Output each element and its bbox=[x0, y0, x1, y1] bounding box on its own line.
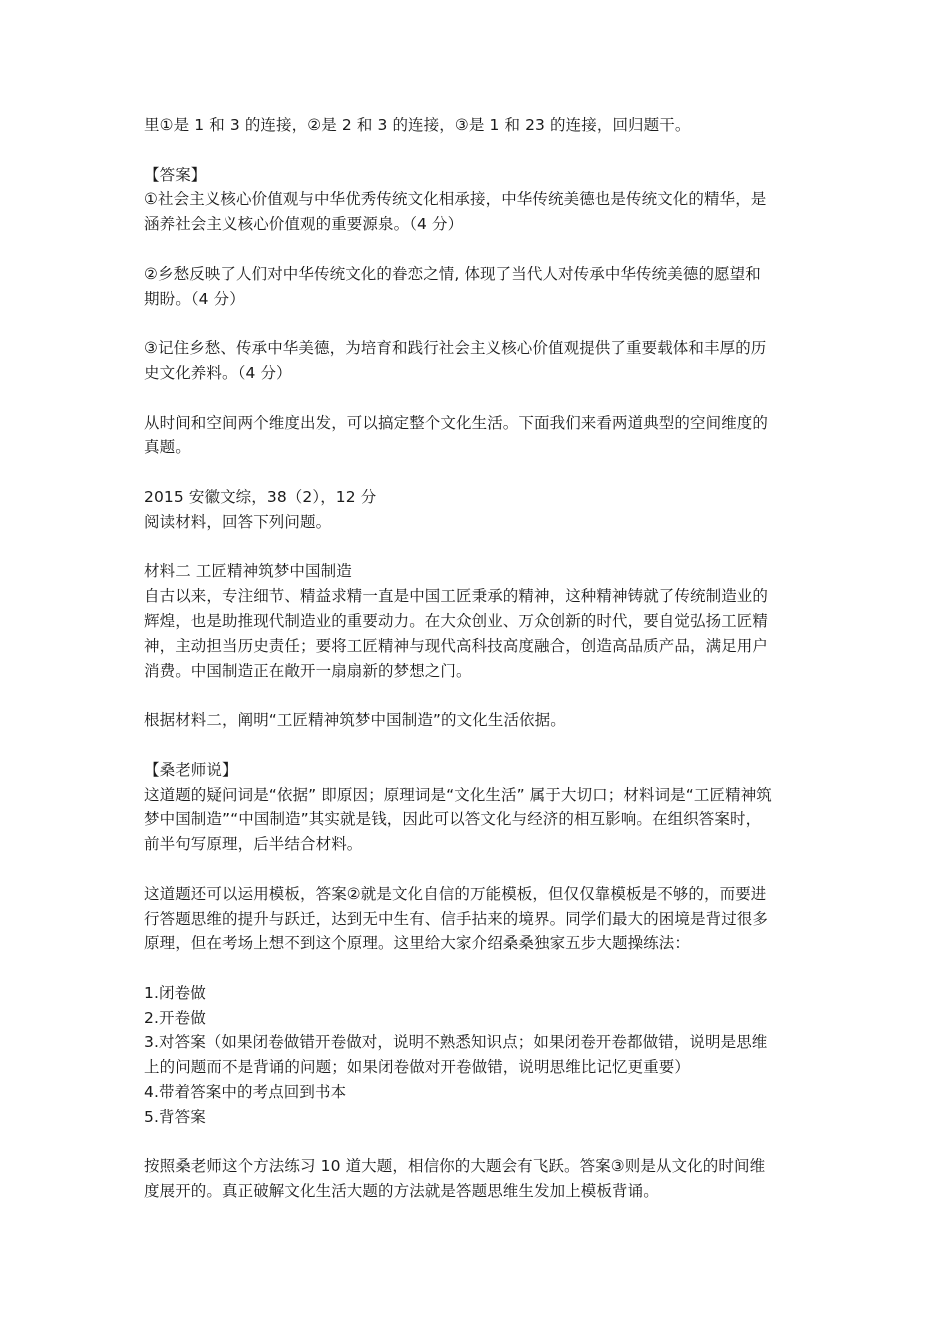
list-item-continuation: 上的问题而不是背诵的问题；如果闭卷做对开卷做错，说明思维比记忆更重要） bbox=[144, 1058, 691, 1077]
text-line: ②乡愁反映了人们对中华传统文化的眷恋之情, 体现了当代人对传承中华传统美德的愿望和 bbox=[144, 264, 761, 283]
question-line: 根据材料二，阐明“工匠精神筑梦中国制造”的文化生活依据。 bbox=[144, 711, 566, 730]
text-line: 原理，但在考场上想不到这个原理。这里给大家介绍桑桑独家五步大题操练法： bbox=[144, 934, 691, 953]
text-line: 从时间和空间两个维度出发，可以搞定整个文化生活。下面我们来看两道典型的空间维度的 bbox=[144, 413, 769, 432]
exam-source-line: 2015 安徽文综，38（2），12 分 bbox=[144, 487, 377, 506]
paragraph-answer-1 bbox=[144, 163, 808, 237]
text-line: 这道题的疑问词是“依据” 即原因；原理词是“文化生活” 属于大切口；材料词是“工匠精神筑 bbox=[144, 785, 772, 804]
text-line: 史文化养料。（4 分） bbox=[144, 363, 292, 382]
text-line: 度展开的。真正破解文化生活大题的方法就是答题思维生发加上模板背诵。 bbox=[144, 1182, 659, 1201]
document-body bbox=[144, 113, 808, 1204]
paragraph-teacher-says bbox=[144, 758, 808, 857]
text-line: 神，主动担当历史责任；要将工匠精神与现代高科技高度融合，创造高品质产品，满足用户 bbox=[144, 636, 769, 655]
text-line: 前半句写原理，后半结合材料。 bbox=[144, 835, 363, 854]
text-line: ③记住乡愁、传承中华美德，为培育和践行社会主义核心价值观提供了重要载体和丰厚的历 bbox=[144, 339, 767, 358]
list-item: 4.带着答案中的考点回到书本 bbox=[144, 1083, 347, 1102]
paragraph-five-steps bbox=[144, 981, 808, 1130]
paragraph-question bbox=[144, 708, 808, 733]
paragraph-conclusion bbox=[144, 1154, 808, 1204]
list-item: 1.闭卷做 bbox=[144, 983, 206, 1002]
text-line: 辉煌，也是助推现代制造业的重要动力。在大众创业、万众创新的时代，要自觉弘扬工匠精 bbox=[144, 611, 769, 630]
paragraph-dimensions bbox=[144, 411, 808, 461]
paragraph-template bbox=[144, 882, 808, 956]
paragraph-answer-2 bbox=[144, 262, 808, 312]
paragraph-connections bbox=[144, 113, 808, 138]
paragraph-answer-3 bbox=[144, 336, 808, 386]
text-line: 涵养社会主义核心价值观的重要源泉。（4 分） bbox=[144, 215, 464, 234]
text-line: 里①是 1 和 3 的连接，②是 2 和 3 的连接，③是 1 和 23 的连接，回归题干。 bbox=[144, 116, 691, 134]
text-line: ①社会主义核心价值观与中华优秀传统文化相承接，中华传统美德也是传统文化的精华，是 bbox=[144, 190, 767, 209]
paragraph-material bbox=[144, 559, 808, 683]
text-line: 阅读材料，回答下列问题。 bbox=[144, 512, 332, 531]
text-line: 梦中国制造”“中国制造”其实就是钱，因此可以答文化与经济的相互影响。在组织答案时， bbox=[144, 810, 762, 829]
text-line: 这道题还可以运用模板，答案②就是文化自信的万能模板，但仅仅靠模板是不够的，而要进 bbox=[144, 884, 767, 903]
text-line: 自古以来，专注细节、精益求精一直是中国工匠秉承的精神，这种精神铸就了传统制造业的 bbox=[144, 587, 769, 606]
paragraph-exam-source bbox=[144, 485, 808, 535]
text-line: 按照桑老师这个方法练习 10 道大题，相信你的大题会有飞跃。答案③则是从文化的时间维 bbox=[144, 1157, 766, 1176]
section-heading: 【桑老师说】 bbox=[144, 760, 238, 779]
list-item: 5.背答案 bbox=[144, 1107, 206, 1126]
section-heading: 【答案】 bbox=[144, 165, 207, 184]
list-item: 2.开卷做 bbox=[144, 1008, 206, 1027]
text-line: 真题。 bbox=[144, 438, 191, 457]
material-title: 材料二 工匠精神筑梦中国制造 bbox=[144, 562, 352, 581]
text-line: 期盼。（4 分） bbox=[144, 289, 245, 308]
text-line: 行答题思维的提升与跃迁，达到无中生有、信手拈来的境界。同学们最大的困境是背过很多 bbox=[144, 909, 769, 928]
text-line: 消费。中国制造正在敞开一扇扇新的梦想之门。 bbox=[144, 661, 472, 680]
list-item: 3.对答案（如果闭卷做错开卷做对，说明不熟悉知识点；如果闭卷开卷都做错，说明是思维 bbox=[144, 1033, 768, 1052]
